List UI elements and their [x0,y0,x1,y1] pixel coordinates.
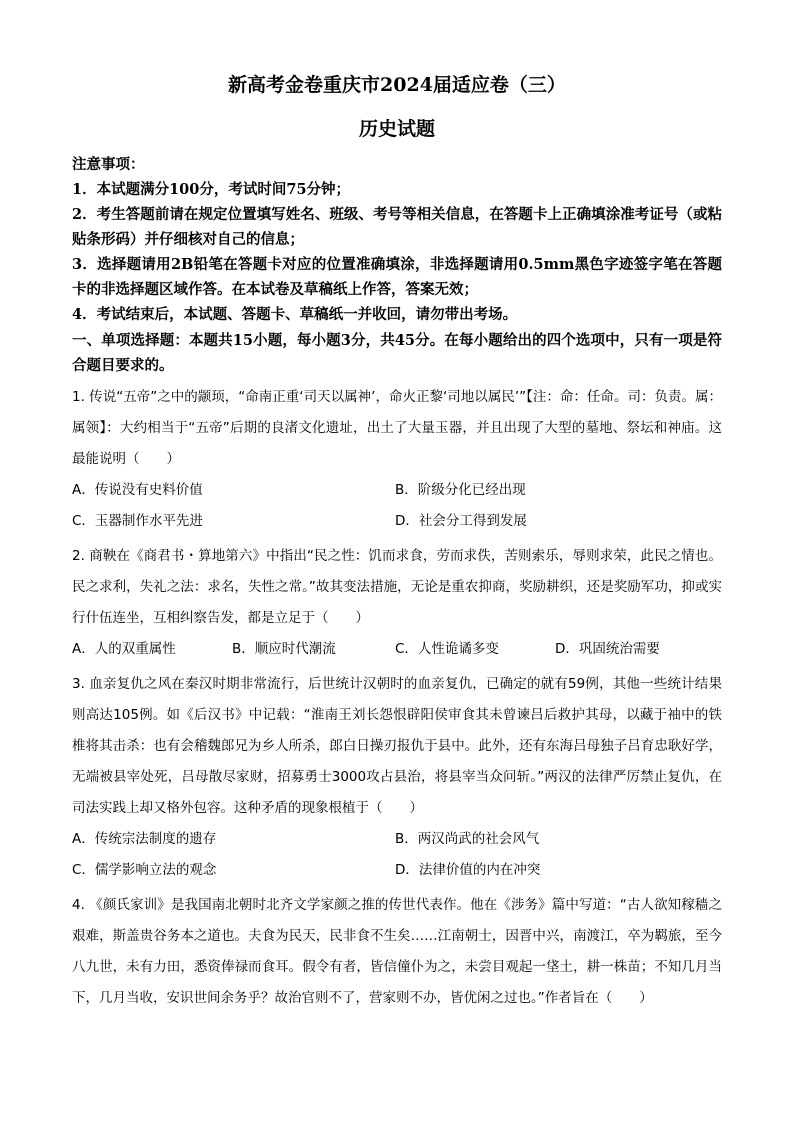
question-1-option-b[interactable]: B．阶级分化已经出现 [395,482,526,498]
question-2-option-d[interactable]: D．巩固统治需要 [555,641,660,657]
question-1-stem: 1. 传说“五帝”之中的颛顼，“命南正重‘司天以属神’，命火正黎‘司地以属民’”【注：命：任命。司：负责。属：属领】：大约相当于“五帝”后期的良渚文化遗址，出土了大量玉器，并且出现了大型的墓地、祭坛和神庙。这最能说明（ ） [72,389,722,467]
question-3-stem: 3. 血亲复仇之风在秦汉时期非常流行，后世统计汉朝时的血亲复仇，已确定的就有59例，其他一些统计结果则高达105例。如《后汉书》中记载：“淮南王刘长怨恨辟阳侯审食其未曾谏吕后救护其母，以藏于袖中的铁椎将其击杀：也有会稽魏郎兄为乡人所杀，郎白日操刃报仇于县中。此外，还有东海吕母独子吕育忠耿好学，无端被县宰处死，吕母散尽家财，招募勇士3000攻占县治，将县宰当众问斩。”两汉的法律严厉禁止复仇，在司法实践上却又格外包容。这种矛盾的现象根植于（ ） [72,676,722,816]
section-heading: 一、单项选择题：本题共15小题，每小题3分，共45分。在每小题给出的四个选项中，只有一项是符合题目要求的。 [72,332,722,374]
question-2-options [72,634,722,665]
exam-title: 新高考金卷重庆市2024届适应卷（三） [228,74,566,96]
question-2-option-a[interactable]: A．人的双重属性 [72,641,176,657]
notice-item-2: 2．考生答题前请在规定位置填写姓名、班级、考号等相关信息，在答题卡上正确填涂准考证号（或粘贴条形码）并仔细核对自己的信息； [72,206,722,248]
notice-item-3: 3．选择题请用2B铅笔在答题卡对应的位置准确填涂，非选择题请用0.5mm黑色字迹签字笔在答题卡的非选择题区域作答。在本试卷及草稿纸上作答，答案无效； [72,256,722,298]
exam-subject: 历史试题 [358,118,435,140]
question-3-option-c[interactable]: C．儒学影响立法的观念 [72,862,217,878]
question-2-option-c[interactable]: C．人性诡谲多变 [395,641,499,657]
notice-item-1: 1．本试题满分100分，考试时间75分钟； [72,181,351,198]
question-1-option-a[interactable]: A．传说没有史料价值 [72,482,203,498]
notice-item-4: 4．考试结束后，本试题、答题卡、草稿纸一并收回，请勿带出考场。 [72,306,518,323]
question-1-option-c[interactable]: C．玉器制作水平先进 [72,513,203,529]
question-2-stem: 2. 商鞅在《商君书・算地第六》中指出“民之性：饥而求食，劳而求佚，苦则索乐，辱则求荣，此民之情也。民之求利，失礼之法：求名，失性之常。”故其变法措施，无论是重农抑商，奖励耕织，还是奖励军功，抑或实行什伍连坐，互相纠察告发，都是立足于（ ） [72,548,722,626]
notice-heading: 注意事项： [72,156,145,173]
question-3-options [72,824,722,886]
question-4-stem: 4. 《颜氏家训》是我国南北朝时北齐文学家颜之推的传世代表作。他在《涉务》篇中写道：“古人欲知稼穑之艰难，斯盖贵谷务本之道也。夫食为民天，民非食不生矣……江南朝士，因晋中兴，南渡江，卒为羁旅，至今八九世，未有力田，悉资俸禄而食耳。假令有者，皆信僮仆为之，未尝目观起一垡土，耕一株苗；不知几月当下，几月当收，安识世间余务乎？故治官则不了，营家则不办，皆优闲之过也。”作者旨在（ ） [72,897,722,1006]
question-2-option-b[interactable]: B．顺应时代潮流 [232,641,336,657]
question-1-option-d[interactable]: D．社会分工得到发展 [395,513,527,529]
question-3-option-b[interactable]: B．两汉尚武的社会风气 [395,831,540,847]
question-1-options [72,475,722,537]
question-3-option-d[interactable]: D．法律价值的内在冲突 [395,862,541,878]
question-3-option-a[interactable]: A．传统宗法制度的遗存 [72,831,217,847]
